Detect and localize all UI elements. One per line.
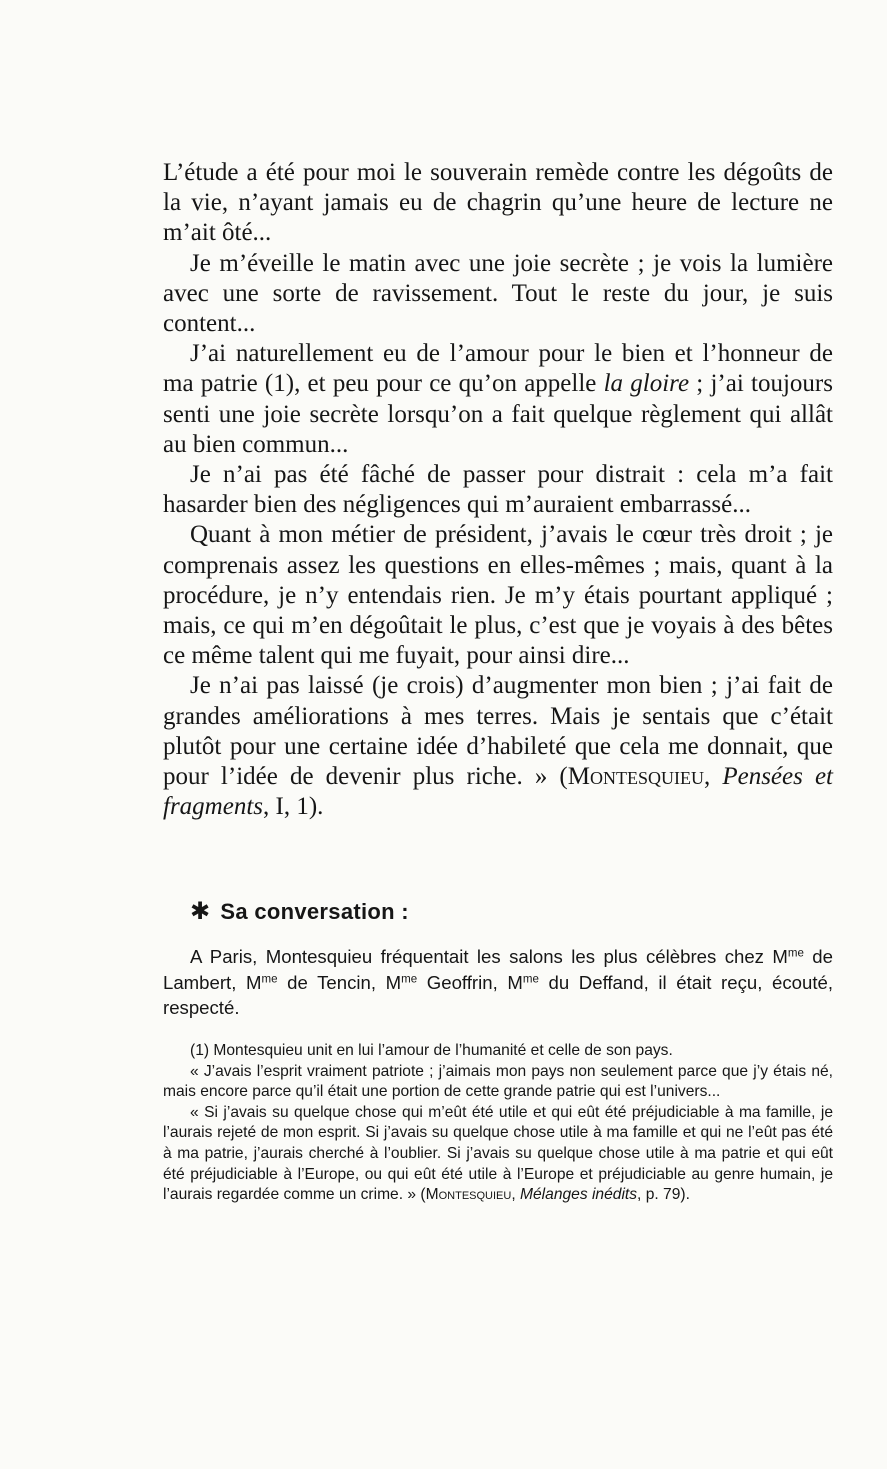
- text-run: Je n’ai pas laissé (je crois) d’augmenter mon bien ; j’ai fait de grandes améliorations à mes terres. Mais je sentais que c’était plutôt pour une certaine idée d’habileté que cela me donnait, que pour l’idée de devenir plus riche. » (: [163, 672, 833, 791]
- intro-paragraph: [163, 944, 833, 1021]
- paragraph-patrie: [163, 339, 833, 460]
- citation-author: Montesquieu: [425, 1186, 512, 1204]
- footnote-quote: « J’avais l’esprit vraiment patriote ; j’aimais mon pays non seulement parce que j’y étais né, mais encore parce qu’il était une portion de cette grande patrie qui est l’univers...: [163, 1062, 833, 1101]
- footnote-quote: [163, 1103, 833, 1206]
- italic-term: la gloire: [603, 370, 690, 398]
- paragraph-morning: Je m’éveille le matin avec une joie secrète ; je vois la lumière avec une sorte de ravissement. Tout le reste du jour, je suis content...: [163, 249, 833, 338]
- main-text: [163, 158, 833, 822]
- paragraph-study: L’étude a été pour moi le souverain remède contre les dégoûts de la vie, n’ayant jamais eu de chagrin qu’une heure de lecture ne m’ait ôté...: [163, 159, 833, 247]
- text-run: ; j’ai toujours senti une joie secrète lorsqu’on a fait quelque règlement qui allât au bien commun...: [163, 370, 833, 458]
- citation-work: Mélanges inédits: [520, 1186, 638, 1204]
- citation-work: Pensées et fragments: [163, 763, 833, 821]
- citation-reference: , I, 1).: [263, 793, 324, 821]
- text-run: du Deffand, il était reçu, écouté, respecté.: [163, 971, 833, 1018]
- text-run: Geoffrin, M: [417, 971, 523, 993]
- abbrev-superscript: me: [261, 973, 278, 986]
- abbrev-superscript: me: [522, 973, 539, 986]
- abbrev-superscript: me: [401, 973, 418, 986]
- asterisk-icon: ✱: [190, 898, 211, 925]
- text-run: J’ai naturellement eu de l’amour pour le bien et l’honneur de ma patrie (1), et peu pour ce qu’on appelle: [163, 340, 833, 398]
- text-run: ,: [703, 763, 723, 791]
- footnote-line: (1) Montesquieu unit en lui l’amour de l’humanité et celle de son pays.: [190, 1042, 673, 1059]
- text-run: de Tencin, M: [277, 971, 402, 993]
- citation-reference: , p. 79).: [637, 1186, 690, 1204]
- abbrev-superscript: me: [787, 947, 804, 960]
- text-run: « Si j’avais su quelque chose qui m’eût été utile et qui eût été préjudiciable à ma famille, je l’aurais rejeté de mon esprit. Si j’avais su quelque chose utile à ma famille et qui ne l’eût pas été à ma patrie, j’aurais cherché à l’oublier. Si j’avais su quelque chose utile à ma patrie et qui eût été préjudiciable à l’Europe, ou qui eût été utile à l’Europe et préjudiciable au genre humain, je l’aurais regardée comme un crime. » (: [163, 1103, 833, 1204]
- text-run: ,: [511, 1186, 521, 1204]
- section-heading: [190, 897, 409, 926]
- section-intro: [163, 944, 833, 1021]
- section-title: Sa conversation :: [220, 899, 409, 924]
- paragraph-president: Quant à mon métier de président, j’avais le cœur très droit ; je comprenais assez les questions en elles-mêmes ; mais, quant à la procédure, je n’y entendais rien. Je m’y étais pourtant appliqué ; mais, ce qui m’en dégoûtait le plus, c’est que je voyais à des bêtes ce même talent qui me fuyait, pour ainsi dire...: [163, 521, 833, 670]
- paragraph-distrait: Je n’ai pas été fâché de passer pour distrait : cela m’a fait hasarder bien des négligences qui m’auraient embarrassé...: [163, 461, 833, 519]
- paragraph-bien: [163, 671, 833, 822]
- citation-author: Montesquieu: [567, 763, 704, 791]
- footnote: [163, 1041, 833, 1206]
- text-run: A Paris, Montesquieu fréquentait les salons les plus célèbres chez M: [190, 946, 788, 967]
- text-run: de Lambert, M: [163, 946, 833, 993]
